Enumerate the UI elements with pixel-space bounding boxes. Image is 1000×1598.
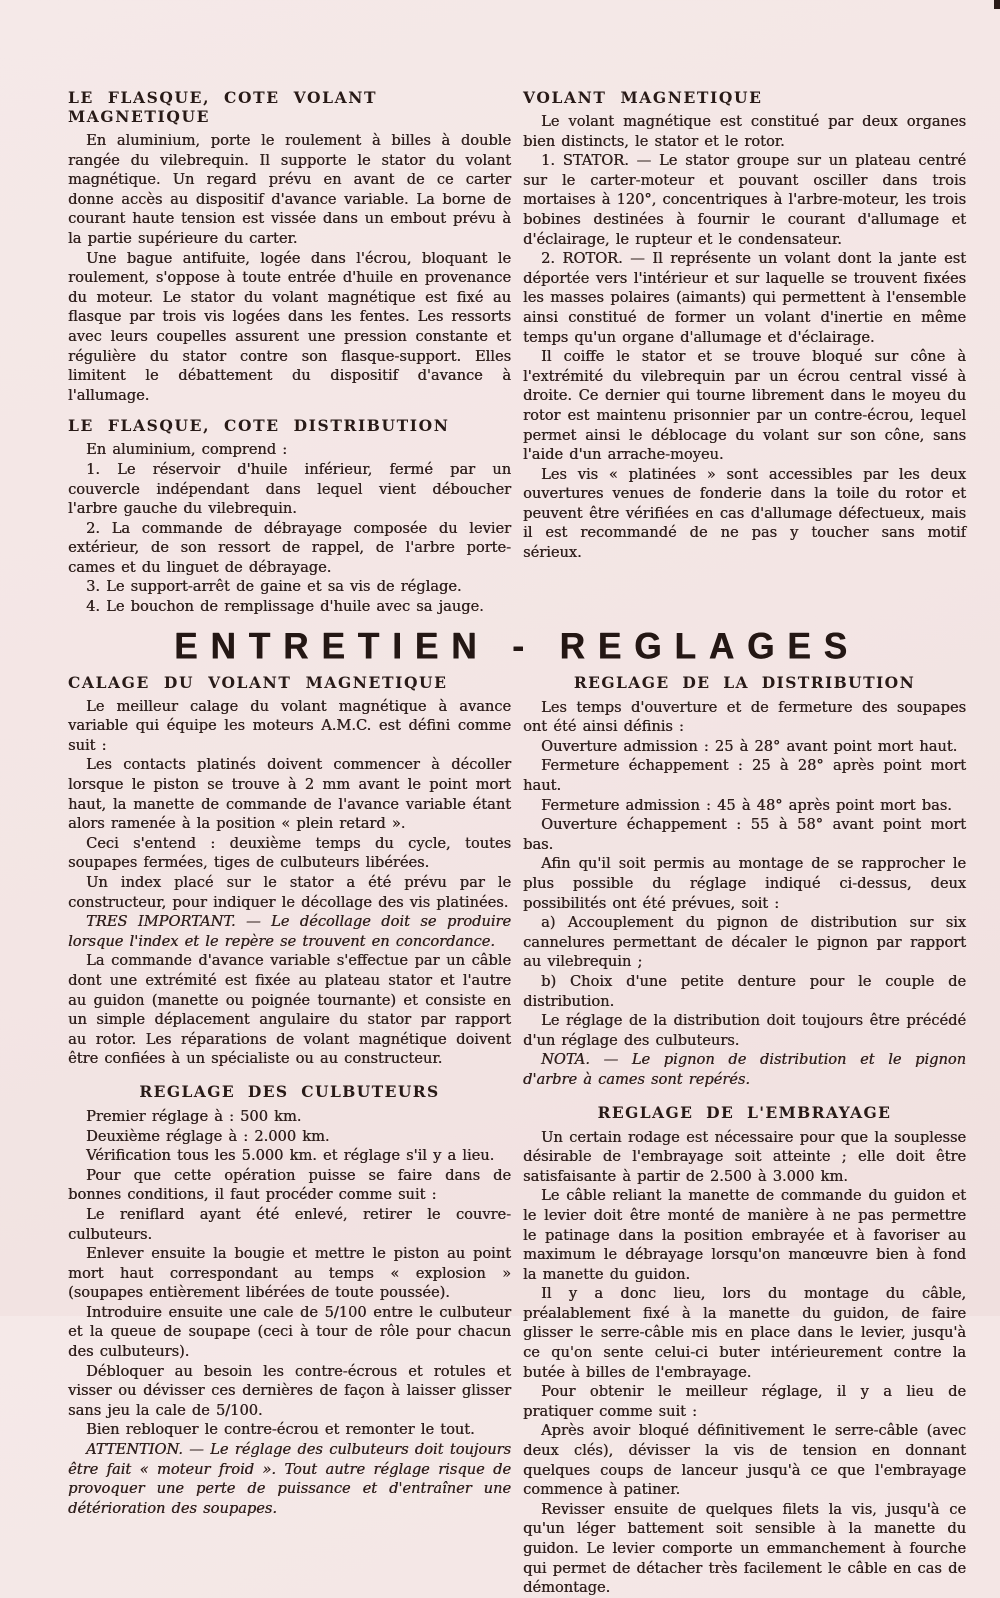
paragraph: Premier réglage à : 500 km.	[86, 1107, 302, 1125]
paragraph: Revisser ensuite de quelques filets la vis, jusqu'à ce qu'un léger battement soit sensible à la manette du guidon. Le levier comporte un emmanchement à fourche qui permet de détacher très facilement le câble en cas de démontage.	[523, 1500, 966, 1597]
paragraph: Le reniflard ayant été enlevé, retirer le couvre-culbuteurs.	[68, 1205, 511, 1243]
paragraph: Fermeture admission : 45 à 48° après point mort bas.	[541, 796, 952, 814]
top-columns	[68, 88, 966, 617]
section-heading: REGLAGE DE L'EMBRAYAGE	[597, 1102, 892, 1122]
paragraph: Il coiffe le stator et se trouve bloqué sur cône à l'extrémité du vilebrequin par un écrou central vissé à droite. Ce dernier qui tourne librement dans le moyeu du rotor est maintenu prisonnier par un contre-écrou, lequel permet ainsi le déblocage du volant sur son cône, sans l'aide d'un arrache-moyeu.	[523, 348, 966, 464]
paragraph: Introduire ensuite une cale de 5/100 entre le culbuteur et la queue de soupape (ceci à tour de rôle pour chacun des culbuteurs).	[68, 1303, 511, 1361]
section-heading: LE FLASQUE, COTE DISTRIBUTION	[68, 416, 450, 436]
paragraph: 1. STATOR. — Le stator groupe sur un plateau centré sur le carter-moteur et pouvant osciller dans trois mortaises à 120°, concentriques à l'arbre-moteur, les trois bobines destinées à fournir le courant d'allumage et d'éclairage, le rupteur et le condensateur.	[523, 152, 966, 248]
paragraph: Une bague antifuite, logée dans l'écrou, bloquant le roulement, s'oppose à toute entrée d'huile en provenance du moteur. Le stator du volant magnétique est fixé au flasque par trois vis logées dans les fentes. Les ressorts avec leurs coupelles assurent une pression constante et régulière du stator contre son flasque-support. Elles limitent le débattement du dispositif d'avance à l'allumage.	[68, 249, 511, 404]
paragraph: Fermeture échappement : 25 à 28° après point mort haut.	[523, 757, 966, 795]
scan-artifact	[994, 0, 1000, 9]
paragraph: Ouverture échappement : 55 à 58° avant point mort bas.	[523, 816, 966, 853]
paragraph: Les temps d'ouverture et de fermeture des soupapes ont été ainsi définis :	[523, 698, 966, 736]
paragraph: En aluminium, comprend :	[86, 441, 288, 459]
section-banner	[68, 627, 966, 667]
paragraph: Débloquer au besoin les contre-écrous et rotules et visser ou dévisser ces dernières de façon à laisser glisser sans jeu la cale de 5/100.	[68, 1362, 511, 1419]
paragraph: En aluminium, porte le roulement à billes à double rangée du vilebrequin. Il supporte le stator du volant magnétique. Un regard prévu en avant de ce carter donne accès au dispositif d'avance variable. La borne de courant haute tension est vissée dans un embout prévu à la partie supérieure du carter.	[68, 132, 511, 247]
paragraph: 1. Le réservoir d'huile inférieur, fermé par un couvercle indépendant dans lequel vient déboucher l'arbre gauche du vilebrequin.	[68, 460, 511, 518]
paragraph: Le réglage de la distribution doit toujours être précédé d'un réglage des culbuteurs.	[523, 1012, 966, 1049]
paragraph: Le meilleur calage du volant magnétique à avance variable qui équipe les moteurs A.M.C. est défini comme suit :	[68, 697, 511, 754]
section-heading: REGLAGE DE LA DISTRIBUTION	[573, 672, 916, 692]
note-paragraph: NOTA. — Le pignon de distribution et le pignon d'arbre à cames sont repérés.	[523, 1051, 966, 1088]
paragraph: Ouverture admission : 25 à 28° avant point mort haut.	[541, 737, 958, 755]
paragraph: Bien rebloquer le contre-écrou et remonter le tout.	[86, 1421, 475, 1439]
column-top-left	[68, 88, 511, 617]
paragraph: 2. ROTOR. — Il représente un volant dont la jante est déportée vers l'intérieur et sur laquelle se trouvent fixées les masses polaires (aimants) qui permettent à l'ensemble ainsi constitué de former un volant d'inertie en même temps qu'un organe d'allumage et d'éclairage.	[523, 250, 966, 346]
paragraph: Les vis « platinées » sont accessibles par les deux ouvertures venues de fonderie dans la toile du rotor et peuvent être vérifiées en cas d'allumage défectueux, mais il est recommandé de ne pas y toucher sans motif sérieux.	[523, 465, 966, 562]
paragraph: Pour que cette opération puisse se faire dans de bonnes conditions, il faut procéder comme suit :	[68, 1166, 511, 1204]
column-bottom-right	[523, 673, 966, 1598]
bottom-columns	[68, 673, 966, 1598]
paragraph: Pour obtenir le meilleur réglage, il y a lieu de pratiquer comme suit :	[523, 1383, 966, 1420]
section-heading: VOLANT MAGNETIQUE	[523, 88, 763, 107]
paragraph: Vérification tous les 5.000 km. et réglage s'il y a lieu.	[86, 1147, 495, 1165]
column-bottom-left	[68, 673, 511, 1519]
note-paragraph: ATTENTION. — Le réglage des culbuteurs doit toujours être fait « moteur froid ». Tout autre réglage risque de provoquer une perte de puissance et d'entraîner une détérioration des soupapes.	[68, 1441, 511, 1517]
paragraph: Un index placé sur le stator a été prévu par le constructeur, pour indiquer le décollage des vis platinées.	[68, 874, 511, 911]
paragraph: Les contacts platinés doivent commencer à décoller lorsque le piston se trouve à 2 mm avant le point mort haut, la manette de commande de l'avance variable étant alors ramenée à la position « plein retard ».	[68, 756, 511, 833]
section-heading: REGLAGE DES CULBUTEURS	[139, 1081, 440, 1101]
section-heading: LE FLASQUE, COTE VOLANT MAGNETIQUE	[68, 88, 378, 126]
paragraph: Enlever ensuite la bougie et mettre le piston au point mort haut correspondant au temps « explosion » (soupapes entièrement libérées de toute poussée).	[68, 1245, 511, 1302]
column-top-right	[523, 88, 966, 563]
paragraph: Un certain rodage est nécessaire pour que la souplesse désirable de l'embrayage soit atteinte ; elle doit être satisfaisante à partir de 2.500 à 3.000 km.	[523, 1128, 966, 1185]
paragraph: b) Choix d'une petite denture pour le couple de distribution.	[523, 972, 966, 1010]
paragraph: Ceci s'entend : deuxième temps du cycle, toutes soupapes fermées, tiges de culbuteurs libérées.	[68, 834, 511, 872]
paragraph: Après avoir bloqué définitivement le serre-câble (avec deux clés), dévisser la vis de tension en donnant quelques coups de lanceur jusqu'à ce que l'embrayage commence à patiner.	[523, 1422, 966, 1499]
paragraph: 2. La commande de débrayage composée du levier extérieur, de son ressort de rappel, de l'arbre porte-cames et du linguet de débrayage.	[68, 519, 511, 576]
paragraph: Il y a donc lieu, lors du montage du câble, préalablement fixé à la manette du guidon, de faire glisser le serre-câble mis en place dans le levier, jusqu'à ce qu'on sente celui-ci buter intérieurement contre la butée à billes de l'embrayage.	[523, 1285, 966, 1381]
page-title: ENTRETIEN - REGLAGES	[174, 625, 860, 667]
section-heading: CALAGE DU VOLANT MAGNETIQUE	[68, 672, 448, 692]
paragraph: a) Accouplement du pignon de distribution sur six cannelures permettant de décaler le pignon par rapport au vilebrequin ;	[523, 914, 966, 971]
note-paragraph: TRES IMPORTANT. — Le décollage doit se produire lorsque l'index et le repère se trouvent en concordance.	[68, 913, 511, 950]
paragraph: Le volant magnétique est constitué par deux organes bien distincts, le stator et le rotor.	[523, 113, 966, 150]
paragraph: Le câble reliant la manette de commande du guidon et le levier doit être monté de manière à ne pas permettre le patinage dans la position embrayée et à favoriser au maximum le débrayage lorsqu'on manœuvre bien à fond la manette du guidon.	[523, 1187, 966, 1283]
paragraph: Afin qu'il soit permis au montage de se rapprocher le plus possible du réglage indiqué ci-dessus, deux possibilités ont été prévues, soit :	[523, 855, 966, 912]
paragraph: 4. Le bouchon de remplissage d'huile avec sa jauge.	[86, 598, 484, 616]
paragraph: Deuxième réglage à : 2.000 km.	[86, 1127, 330, 1145]
paragraph: 3. Le support-arrêt de gaine et sa vis de réglage.	[86, 578, 462, 596]
paragraph: La commande d'avance variable s'effectue par un câble dont une extrémité est fixée au plateau stator et l'autre au guidon (manette ou poignée tournante) et consiste en un simple déplacement angulaire du stator par rapport au rotor. Les réparations de volant magnétique doivent être confiées à un spécialiste ou au constructeur.	[68, 952, 511, 1068]
